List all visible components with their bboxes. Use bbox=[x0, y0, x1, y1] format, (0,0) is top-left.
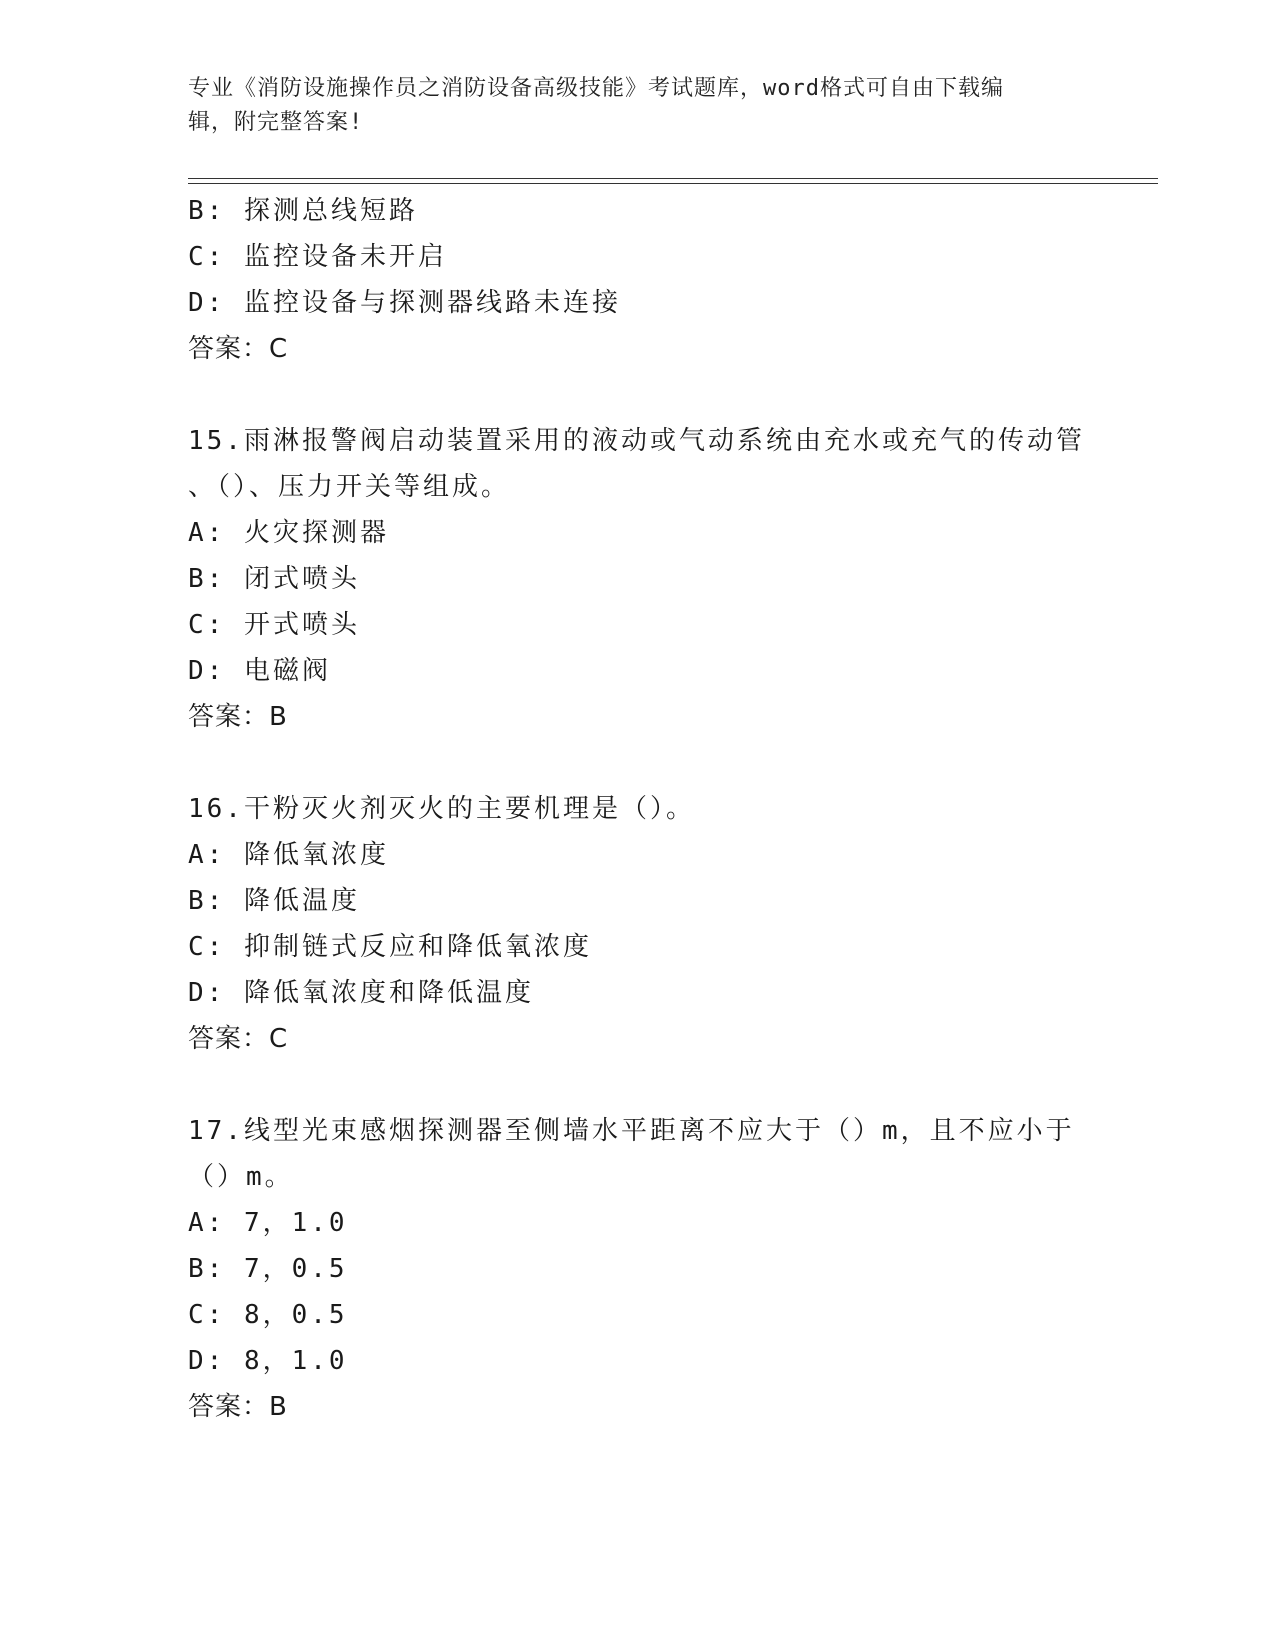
answer: 答案：C bbox=[188, 1024, 289, 1054]
option-b: B: 降低温度 bbox=[188, 886, 360, 916]
answer: 答案：B bbox=[188, 702, 288, 732]
document-header bbox=[188, 72, 1068, 140]
option-a: A: 火灾探测器 bbox=[188, 518, 389, 548]
question-14-continued bbox=[188, 188, 1088, 372]
option-b: B: 探测总线短路 bbox=[188, 196, 418, 226]
option-b: B: 闭式喷头 bbox=[188, 564, 360, 594]
question-content bbox=[188, 188, 1088, 1430]
header-rule-top bbox=[188, 178, 1158, 179]
question-17 bbox=[188, 1108, 1088, 1430]
option-a: A: 7，1.0 bbox=[188, 1208, 348, 1238]
header-line-1: 专业《消防设施操作员之消防设备高级技能》考试题库，word格式可自由下载编 bbox=[188, 76, 1004, 101]
question-15 bbox=[188, 418, 1088, 740]
question-stem: 16.干粉灭火剂灭火的主要机理是（）。 bbox=[188, 794, 695, 824]
option-d: D: 监控设备与探测器线路未连接 bbox=[188, 288, 621, 318]
question-16 bbox=[188, 786, 1088, 1062]
header-line-2: 辑，附完整答案! bbox=[188, 110, 364, 135]
option-d: D: 降低氧浓度和降低温度 bbox=[188, 978, 534, 1008]
option-c: C: 开式喷头 bbox=[188, 610, 360, 640]
question-stem-cont: 、（）、压力开关等组成。 bbox=[188, 472, 511, 502]
answer: 答案：C bbox=[188, 334, 289, 364]
question-stem: 15.雨淋报警阀启动装置采用的液动或气动系统由充水或充气的传动管 bbox=[188, 426, 1085, 456]
option-c: C: 8，0.5 bbox=[188, 1300, 348, 1330]
option-b: B: 7，0.5 bbox=[188, 1254, 348, 1284]
question-stem-cont: （）m。 bbox=[188, 1162, 294, 1192]
header-rule-bottom bbox=[188, 183, 1158, 184]
option-a: A: 降低氧浓度 bbox=[188, 840, 389, 870]
question-stem: 17.线型光束感烟探测器至侧墙水平距离不应大于（）m，且不应小于 bbox=[188, 1116, 1075, 1146]
option-d: D: 电磁阀 bbox=[188, 656, 331, 686]
option-d: D: 8，1.0 bbox=[188, 1346, 348, 1376]
answer: 答案：B bbox=[188, 1392, 288, 1422]
option-c: C: 监控设备未开启 bbox=[188, 242, 447, 272]
option-c: C: 抑制链式反应和降低氧浓度 bbox=[188, 932, 592, 962]
